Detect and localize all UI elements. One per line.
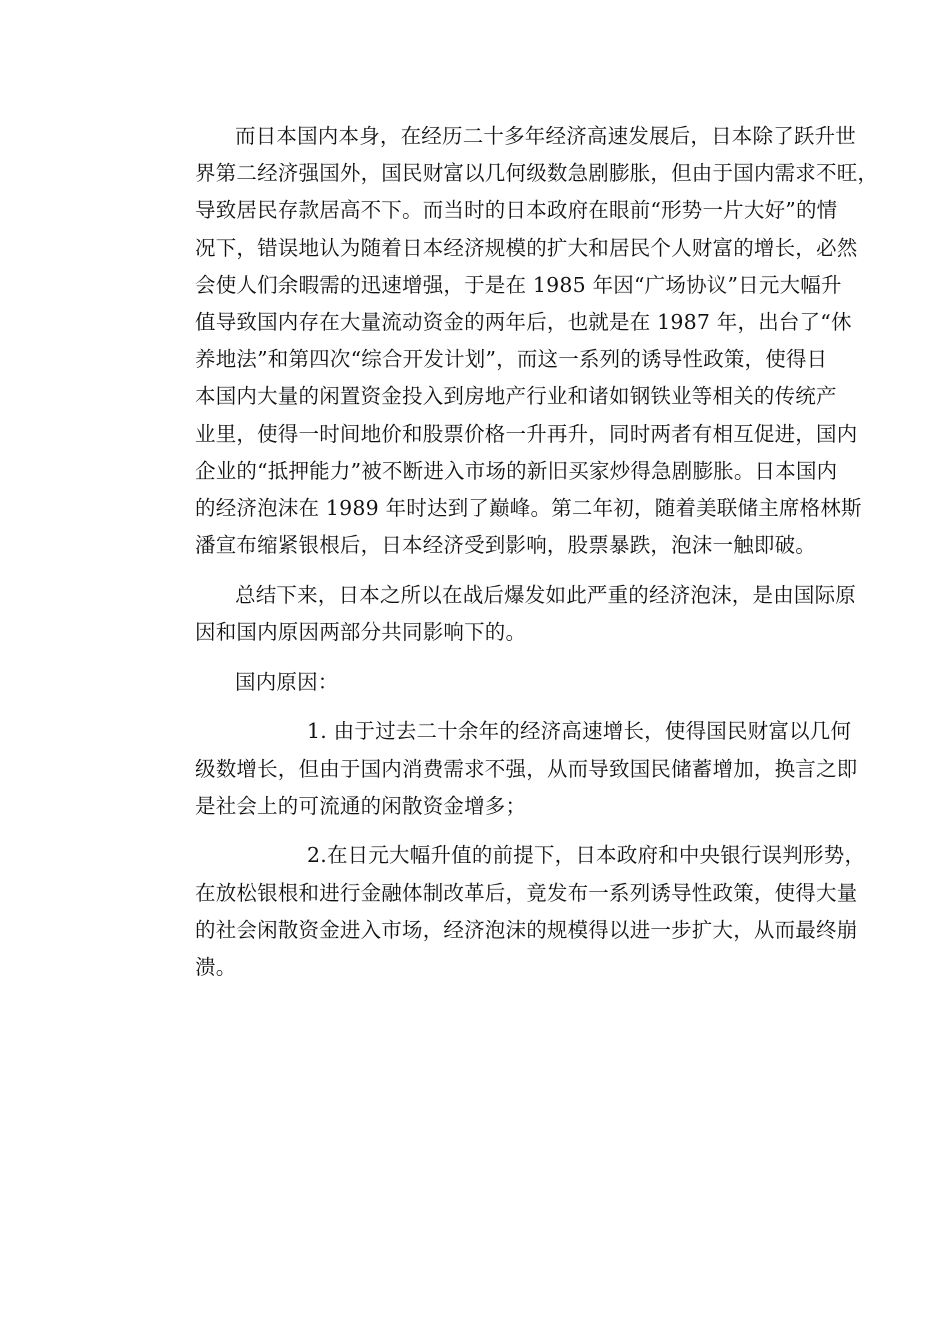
list-item-line: 级数增长，但由于国内消费需求不强，从而导致国民储蓄增加，换言之即	[195, 756, 858, 781]
paragraph-line: 业里，使得一时间地价和股票价格一升再升，同时两者有相互促进，国内	[195, 421, 858, 446]
paragraph-line: 总结下来，日本之所以在战后爆发如此严重的经济泡沫，是由国际原	[235, 582, 856, 607]
paragraph-1	[195, 118, 879, 564]
paragraph-3	[195, 664, 835, 701]
paragraph-spacer	[195, 564, 835, 577]
paragraph-line: 而日本国内本身，在经历二十多年经济高速发展后，日本除了跃升世	[235, 124, 856, 148]
paragraph-spacer	[195, 825, 835, 838]
paragraph-line: 会使人们余暇需的迅速增强，于是在 1985 年因“广场协议”日元大幅升	[195, 272, 842, 297]
list-item-line: 是社会上的可流通的闲散资金增多；	[195, 793, 527, 818]
section-heading: 国内原因：	[235, 669, 339, 694]
paragraph-line: 的经济泡沫在 1989 年时达到了巅峰。第二年初，随着美联储主席格林斯	[195, 495, 862, 520]
paragraph-line: 本国内大量的闲置资金投入到房地产行业和诸如钢铁业等相关的传统产	[195, 384, 837, 409]
document-body	[195, 118, 879, 986]
list-item-line: 在放松银根和进行金融体制改革后，竟发布一系列诱导性政策，使得大量	[195, 880, 858, 905]
list-item-line: 1. 由于过去二十余年的经济高速增长，使得国民财富以几何	[307, 719, 852, 744]
paragraph-line: 导致居民存款居高不下。而当时的日本政府在眼前“形势一片大好”的情	[195, 198, 838, 223]
paragraph-spacer	[195, 701, 835, 714]
paragraph-5	[195, 837, 866, 986]
paragraph-line: 潘宣布缩紧银根后，日本经济受到影响，股票暴跌，泡沫一触即破。	[195, 533, 816, 558]
list-item-line: 溃。	[195, 954, 237, 979]
paragraph-line: 界第二经济强国外，国民财富以几何级数急剧膨胀，但由于国内需求不旺，	[195, 161, 879, 186]
list-item-line: 2.在日元大幅升值的前提下，日本政府和中央银行误判形势，	[307, 843, 866, 868]
paragraph-line: 因和国内原因两部分共同影响下的。	[195, 619, 527, 644]
paragraph-line: 企业的“抵押能力”被不断进入市场的新旧买家炒得急剧膨胀。日本国内	[195, 458, 838, 483]
paragraph-line: 况下，错误地认为随着日本经济规模的扩大和居民个人财富的增长，必然	[195, 235, 858, 260]
paragraph-2	[195, 577, 856, 651]
paragraph-spacer	[195, 651, 835, 664]
paragraph-line: 养地法”和第四次“综合开发计划”，而这一系列的诱导性政策，使得日	[195, 347, 828, 372]
paragraph-line: 值导致国内存在大量流动资金的两年后，也就是在 1987 年，出台了“休	[195, 309, 852, 334]
paragraph-4	[195, 713, 858, 825]
list-item-line: 的社会闲散资金进入市场，经济泡沫的规模得以进一步扩大，从而最终崩	[195, 917, 858, 942]
